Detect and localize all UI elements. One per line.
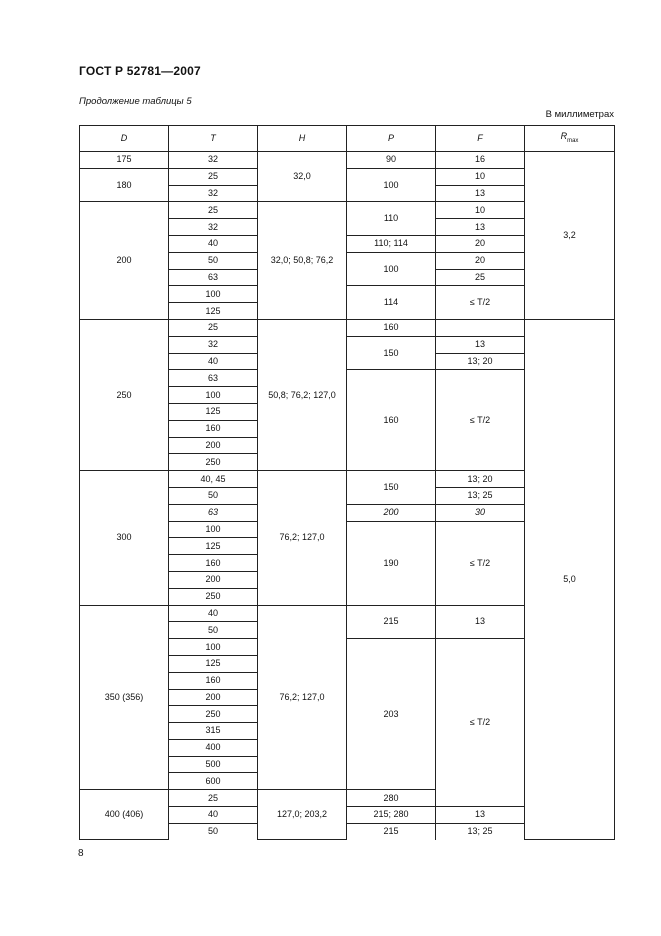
column-header-p: P — [347, 126, 436, 152]
table-caption: Продолжение таблицы 5 — [79, 96, 192, 107]
f-cell: 13; 20 — [436, 353, 525, 370]
t-cell: 50 — [169, 487, 258, 504]
t-cell: 40 — [169, 605, 258, 622]
f-cell — [436, 319, 525, 336]
t-cell: 50 — [169, 823, 258, 839]
table-header-row — [80, 126, 615, 152]
f-cell: ≤ T/2 — [436, 286, 525, 320]
p-cell: 150 — [347, 336, 436, 370]
p-cell: 90 — [347, 152, 436, 169]
p-cell: 215 — [347, 605, 436, 639]
t-cell: 100 — [169, 286, 258, 303]
t-cell: 25 — [169, 168, 258, 185]
rmax-cell: 3,2 — [525, 152, 615, 320]
t-cell: 25 — [169, 790, 258, 807]
f-cell: 16 — [436, 152, 525, 169]
h-cell: 50,8; 76,2; 127,0 — [258, 319, 347, 470]
f-cell: 13; 20 — [436, 471, 525, 488]
p-cell: 280 — [347, 790, 436, 807]
rmax-symbol: R — [560, 130, 568, 141]
d-cell: 400 (406) — [80, 790, 169, 840]
t-cell: 32 — [169, 336, 258, 353]
column-header-h: H — [258, 126, 347, 152]
t-cell: 160 — [169, 420, 258, 437]
h-cell: 76,2; 127,0 — [258, 471, 347, 605]
f-cell: 13 — [436, 807, 525, 824]
p-cell: 190 — [347, 521, 436, 605]
d-cell: 350 (356) — [80, 605, 169, 790]
document-title: ГОСТ Р 52781—2007 — [79, 64, 201, 78]
p-cell: 215 — [347, 823, 436, 839]
rmax-cell: 5,0 — [525, 319, 615, 839]
p-cell: 100 — [347, 168, 436, 202]
p-cell: 203 — [347, 639, 436, 790]
d-cell: 180 — [80, 168, 169, 202]
p-cell: 215; 280 — [347, 807, 436, 824]
t-cell: 50 — [169, 252, 258, 269]
t-cell: 32 — [169, 152, 258, 169]
t-cell: 40, 45 — [169, 471, 258, 488]
d-cell: 200 — [80, 202, 169, 320]
t-cell: 63 — [169, 370, 258, 387]
t-cell: 250 — [169, 454, 258, 471]
table-row — [80, 319, 615, 336]
t-cell: 125 — [169, 655, 258, 672]
t-cell: 400 — [169, 739, 258, 756]
t-cell: 32 — [169, 219, 258, 236]
t-cell: 100 — [169, 387, 258, 404]
f-cell: 13 — [436, 185, 525, 202]
f-cell: ≤ T/2 — [436, 639, 525, 807]
h-cell: 32,0 — [258, 152, 347, 202]
h-cell: 32,0; 50,8; 76,2 — [258, 202, 347, 320]
f-cell: 13 — [436, 336, 525, 353]
t-cell: 160 — [169, 555, 258, 572]
units-label: В миллиметрах — [545, 109, 614, 120]
f-cell: 13; 25 — [436, 823, 525, 839]
t-cell: 200 — [169, 437, 258, 454]
t-cell: 50 — [169, 622, 258, 639]
t-cell: 125 — [169, 538, 258, 555]
page-number: 8 — [78, 848, 84, 859]
t-cell: 600 — [169, 773, 258, 790]
t-cell: 63 — [169, 269, 258, 286]
d-cell: 175 — [80, 152, 169, 169]
f-cell: 13 — [436, 219, 525, 236]
p-cell: 160 — [347, 319, 436, 336]
t-cell: 160 — [169, 672, 258, 689]
f-cell: 10 — [436, 202, 525, 219]
t-cell: 125 — [169, 303, 258, 320]
t-cell: 63 — [169, 504, 258, 521]
t-cell: 250 — [169, 706, 258, 723]
f-cell: 30 — [436, 504, 525, 521]
t-cell: 200 — [169, 689, 258, 706]
t-cell: 250 — [169, 588, 258, 605]
t-cell: 40 — [169, 235, 258, 252]
t-cell: 25 — [169, 202, 258, 219]
table-row — [80, 152, 615, 169]
t-cell: 315 — [169, 723, 258, 740]
f-cell: 20 — [436, 235, 525, 252]
t-cell: 500 — [169, 756, 258, 773]
f-cell: 13; 25 — [436, 487, 525, 504]
f-cell: 20 — [436, 252, 525, 269]
f-cell: 25 — [436, 269, 525, 286]
t-cell: 25 — [169, 319, 258, 336]
h-cell: 76,2; 127,0 — [258, 605, 347, 790]
t-cell: 40 — [169, 807, 258, 824]
column-header-rmax — [525, 126, 615, 152]
f-cell: ≤ T/2 — [436, 370, 525, 471]
t-cell: 32 — [169, 185, 258, 202]
d-cell: 250 — [80, 319, 169, 470]
f-cell: ≤ T/2 — [436, 521, 525, 605]
h-cell: 127,0; 203,2 — [258, 790, 347, 840]
rmax-subscript: max — [567, 137, 579, 144]
column-header-t: T — [169, 126, 258, 152]
p-cell: 160 — [347, 370, 436, 471]
f-cell: 10 — [436, 168, 525, 185]
t-cell: 100 — [169, 521, 258, 538]
column-header-f: F — [436, 126, 525, 152]
p-cell: 110; 114 — [347, 235, 436, 252]
t-cell: 100 — [169, 639, 258, 656]
p-cell: 100 — [347, 252, 436, 286]
p-cell: 114 — [347, 286, 436, 320]
dimensions-table — [79, 125, 615, 840]
f-cell: 13 — [436, 605, 525, 639]
t-cell: 40 — [169, 353, 258, 370]
d-cell: 300 — [80, 471, 169, 605]
p-cell: 150 — [347, 471, 436, 505]
t-cell: 125 — [169, 403, 258, 420]
p-cell: 110 — [347, 202, 436, 236]
column-header-d: D — [80, 126, 169, 152]
p-cell: 200 — [347, 504, 436, 521]
t-cell: 200 — [169, 571, 258, 588]
